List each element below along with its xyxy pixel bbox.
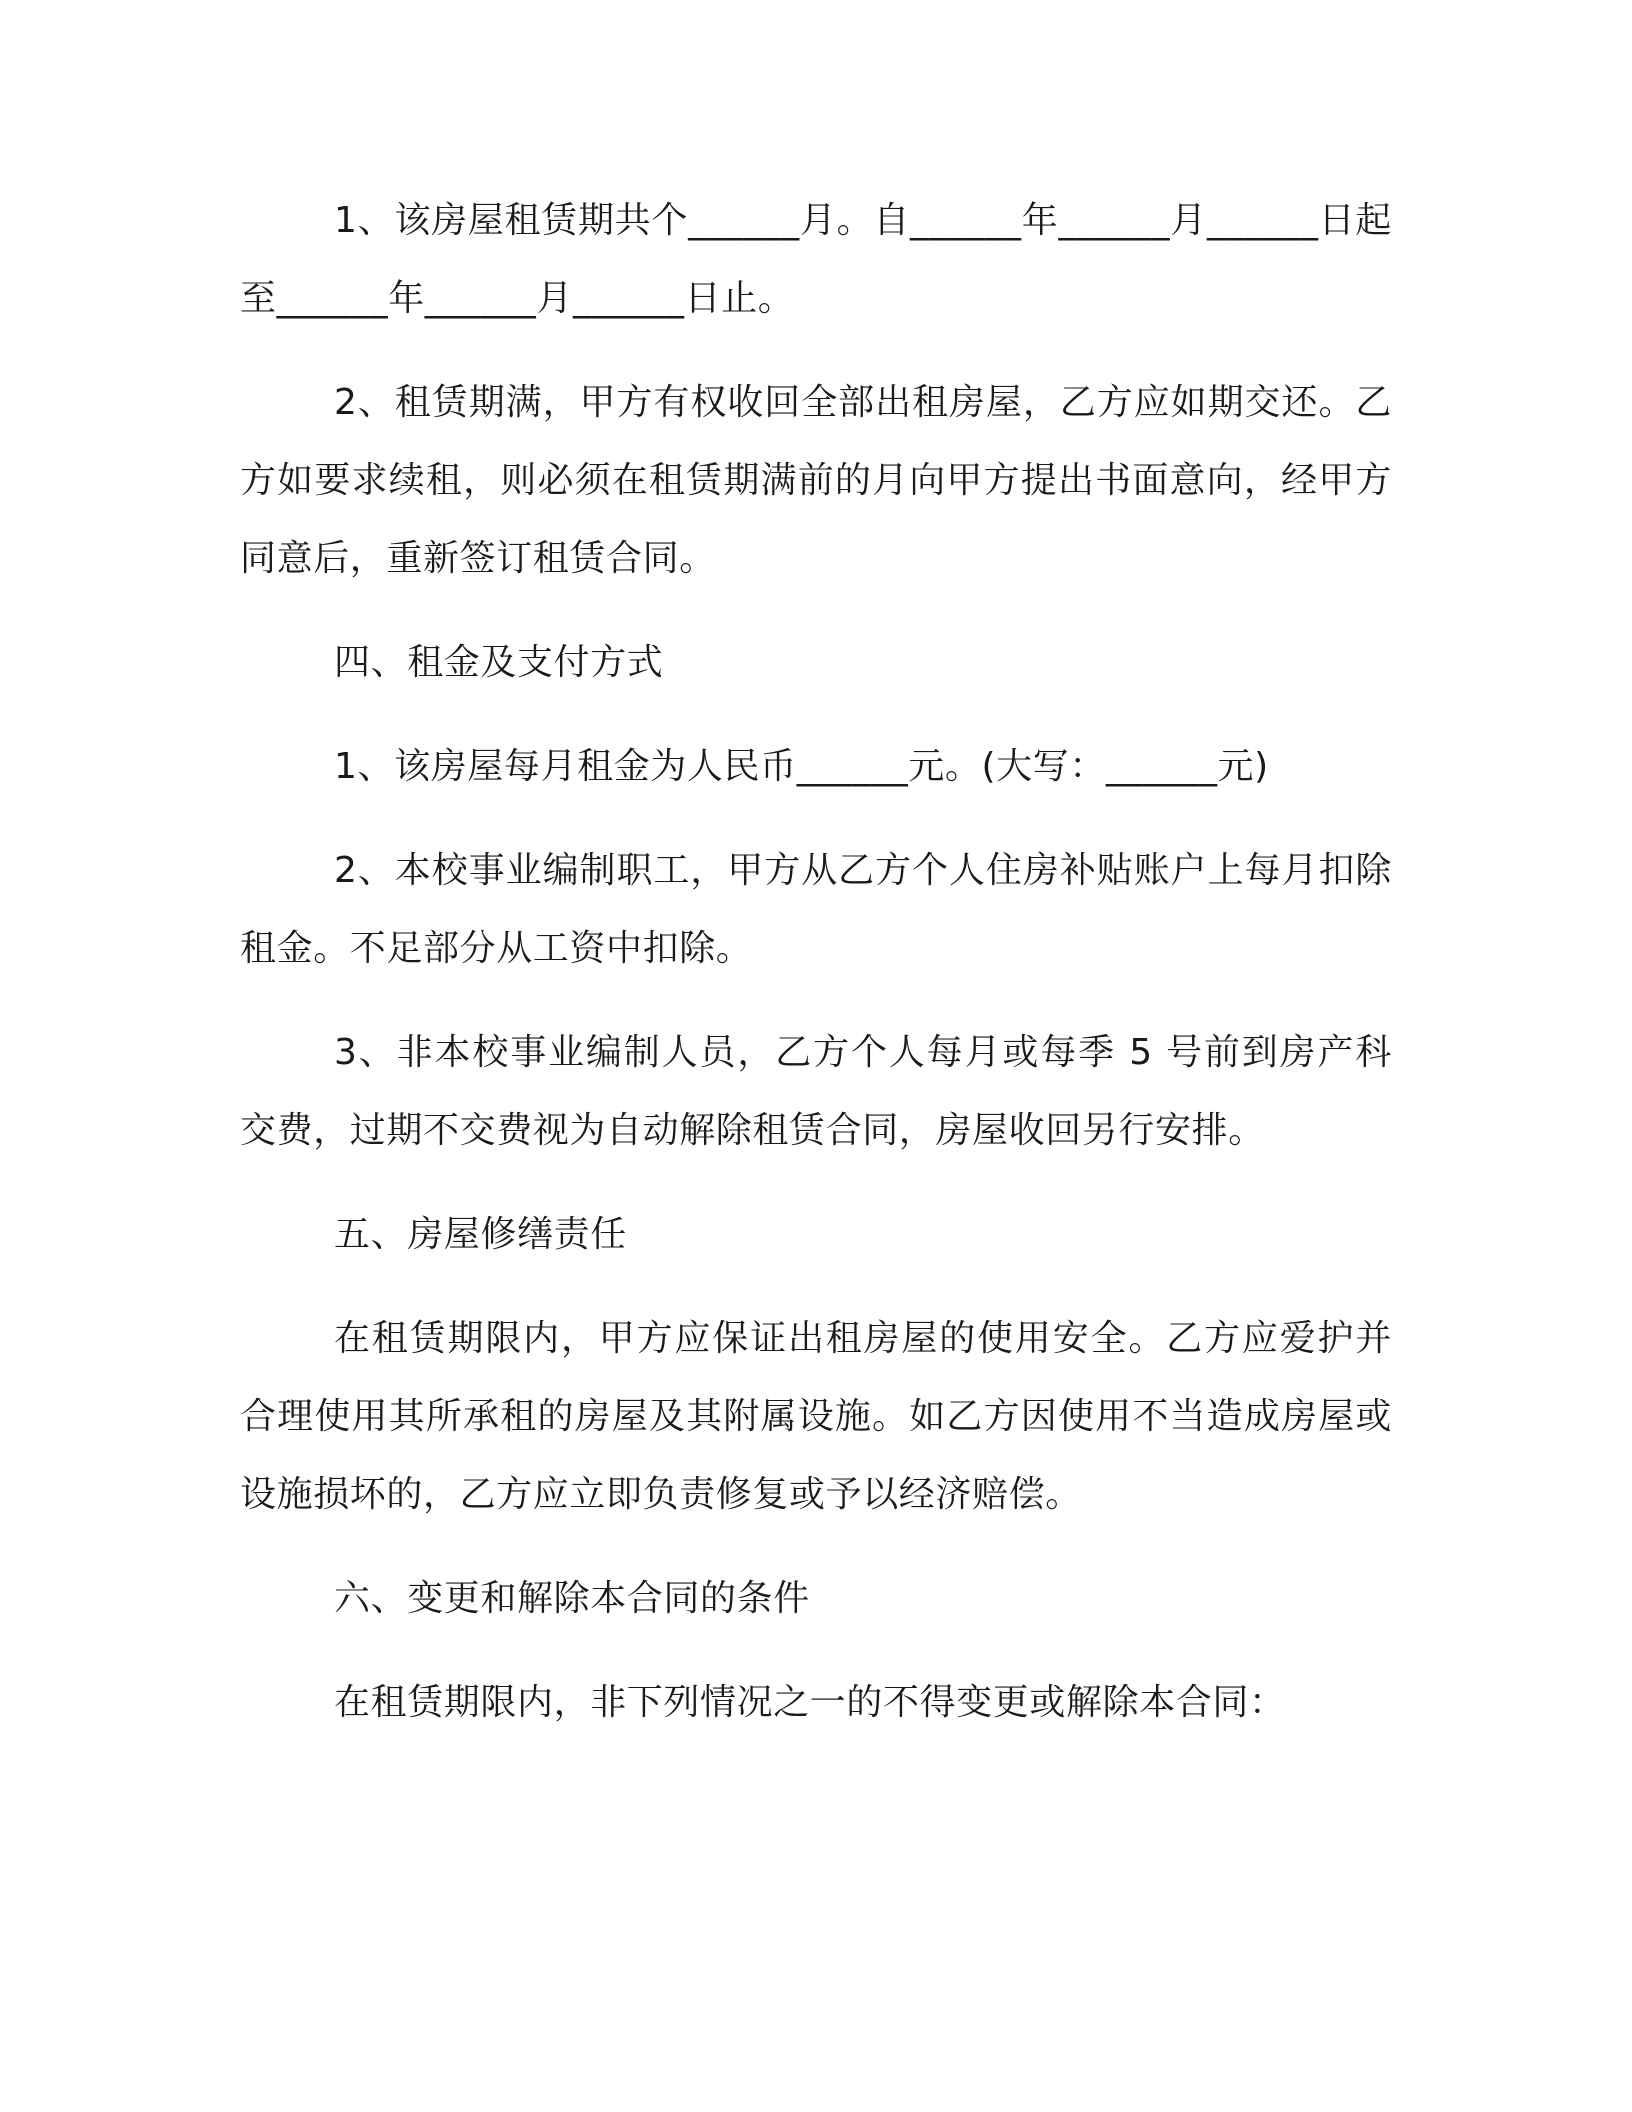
staff-payment-clause: 2、本校事业编制职工，甲方从乙方个人住房补贴账户上每月扣除租金。不足部分从工资中扣除。 <box>240 850 1392 969</box>
paragraph-gap <box>240 1638 1392 1664</box>
section-heading-repair: 五、房屋修缮责任 <box>334 1214 627 1255</box>
lease-term-clause: 1、该房屋租赁期共个______月。自______年______月______日起至______年______月______日止。 <box>240 200 1392 319</box>
repair-responsibility-clause: 在租赁期限内，甲方应保证出租房屋的使用安全。乙方应爱护并合理使用其所承租的房屋及其附属设施。如乙方因使用不当造成房屋或设施损坏的，乙方应立即负责修复或予以经济赔偿。 <box>240 1318 1392 1515</box>
paragraph-gap <box>240 1534 1392 1560</box>
termination-intro-clause: 在租赁期限内，非下列情况之一的不得变更或解除本合同： <box>334 1682 1286 1723</box>
section-heading-termination: 六、变更和解除本合同的条件 <box>334 1578 810 1619</box>
paragraph-gap <box>240 702 1392 728</box>
paragraph-gap <box>240 1274 1392 1300</box>
paragraph-gap <box>240 598 1392 624</box>
paragraph-gap <box>240 806 1392 832</box>
section-heading-rent: 四、租金及支付方式 <box>334 642 664 683</box>
document-body <box>240 182 1392 1742</box>
lease-expiry-clause: 2、租赁期满，甲方有权收回全部出租房屋，乙方应如期交还。乙方如要求续租，则必须在租赁期满前的月向甲方提出书面意向，经甲方同意后，重新签订租赁合同。 <box>240 382 1392 579</box>
paragraph-gap <box>240 338 1392 364</box>
paragraph-gap <box>240 1170 1392 1196</box>
monthly-rent-clause: 1、该房屋每月租金为人民币______元。(大写：______元) <box>334 746 1269 787</box>
non-staff-payment-clause: 3、非本校事业编制人员，乙方个人每月或每季 5 号前到房产科交费，过期不交费视为自动解除租赁合同，房屋收回另行安排。 <box>240 1032 1392 1151</box>
paragraph-gap <box>240 988 1392 1014</box>
